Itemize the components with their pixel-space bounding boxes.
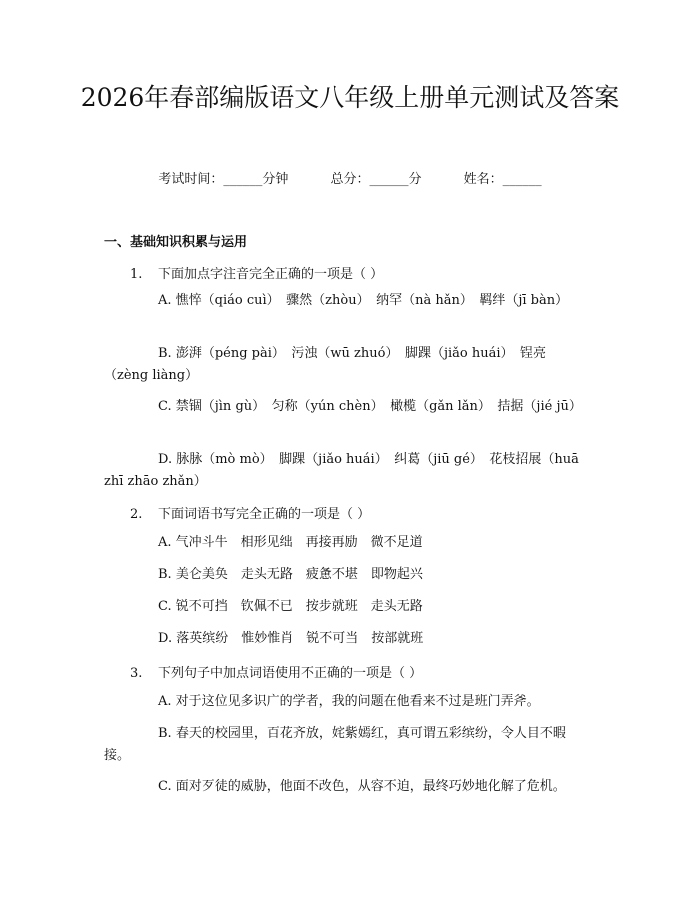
- question-2-option-b: B. 美仑美奂 走头无路 疲惫不堪 即物起兴: [158, 567, 423, 582]
- question-3: [130, 662, 422, 681]
- exam-time: 考试时间：______分钟: [158, 172, 289, 187]
- question-stem: 下列句子中加点词语使用不正确的一项是（ ）: [158, 666, 423, 681]
- question-2: [130, 503, 370, 522]
- question-2-option-a: A. 气冲斗牛 相形见绌 再接再励 微不足道: [158, 535, 423, 550]
- question-3-option-b: B. 春天的校园里，百花齐放，姹紫嫣红，真可谓五彩缤纷，令人目不暇接。: [104, 726, 566, 763]
- exam-name: 姓名：______: [463, 172, 542, 187]
- question-2-option-c: C. 锐不可挡 钦佩不已 按步就班 走头无路: [158, 599, 423, 614]
- question-1-option-b: B. 澎湃（péng pài） 污浊（wū zhuó） 脚踝（jiǎo huái） 锃亮（zèng liàng）: [104, 346, 546, 383]
- question-3-option-c: C. 面对歹徒的威胁，他面不改色，从容不迫，最终巧妙地化解了危机。: [158, 779, 566, 794]
- section-heading: 一、基础知识积累与运用: [104, 235, 248, 250]
- question-number: 3.: [130, 666, 143, 681]
- question-number: 2.: [130, 507, 143, 522]
- question-stem: 下面加点字注音完全正确的一项是（ ）: [158, 267, 384, 282]
- exam-score: 总分：______分: [330, 172, 422, 187]
- question-number: 1.: [130, 267, 143, 282]
- question-1-option-c: C. 禁锢（jìn gù） 匀称（yún chèn） 橄榄（gǎn lǎn） 拮据（jié jū）: [158, 399, 582, 414]
- exam-meta: [0, 168, 700, 187]
- question-3-option-a: A. 对于这位见多识广的学者，我的问题在他看来不过是班门弄斧。: [158, 694, 540, 709]
- question-2-option-d: D. 落英缤纷 惟妙惟肖 锐不可当 按部就班: [158, 631, 424, 646]
- question-1-option-d: D. 脉脉（mò mò） 脚踝（jiǎo huái） 纠葛（jiū gé） 花枝招展（huā zhī zhāo zhǎn）: [104, 452, 579, 489]
- question-stem: 下面词语书写完全正确的一项是（ ）: [158, 507, 371, 522]
- document-title: 2026年春部编版语文八年级上册单元测试及答案: [80, 83, 620, 112]
- question-1: [130, 263, 383, 282]
- question-1-option-a: A. 憔悴（qiáo cuì） 骤然（zhòu） 纳罕（nà hǎn） 羁绊（jī bàn）: [158, 293, 569, 308]
